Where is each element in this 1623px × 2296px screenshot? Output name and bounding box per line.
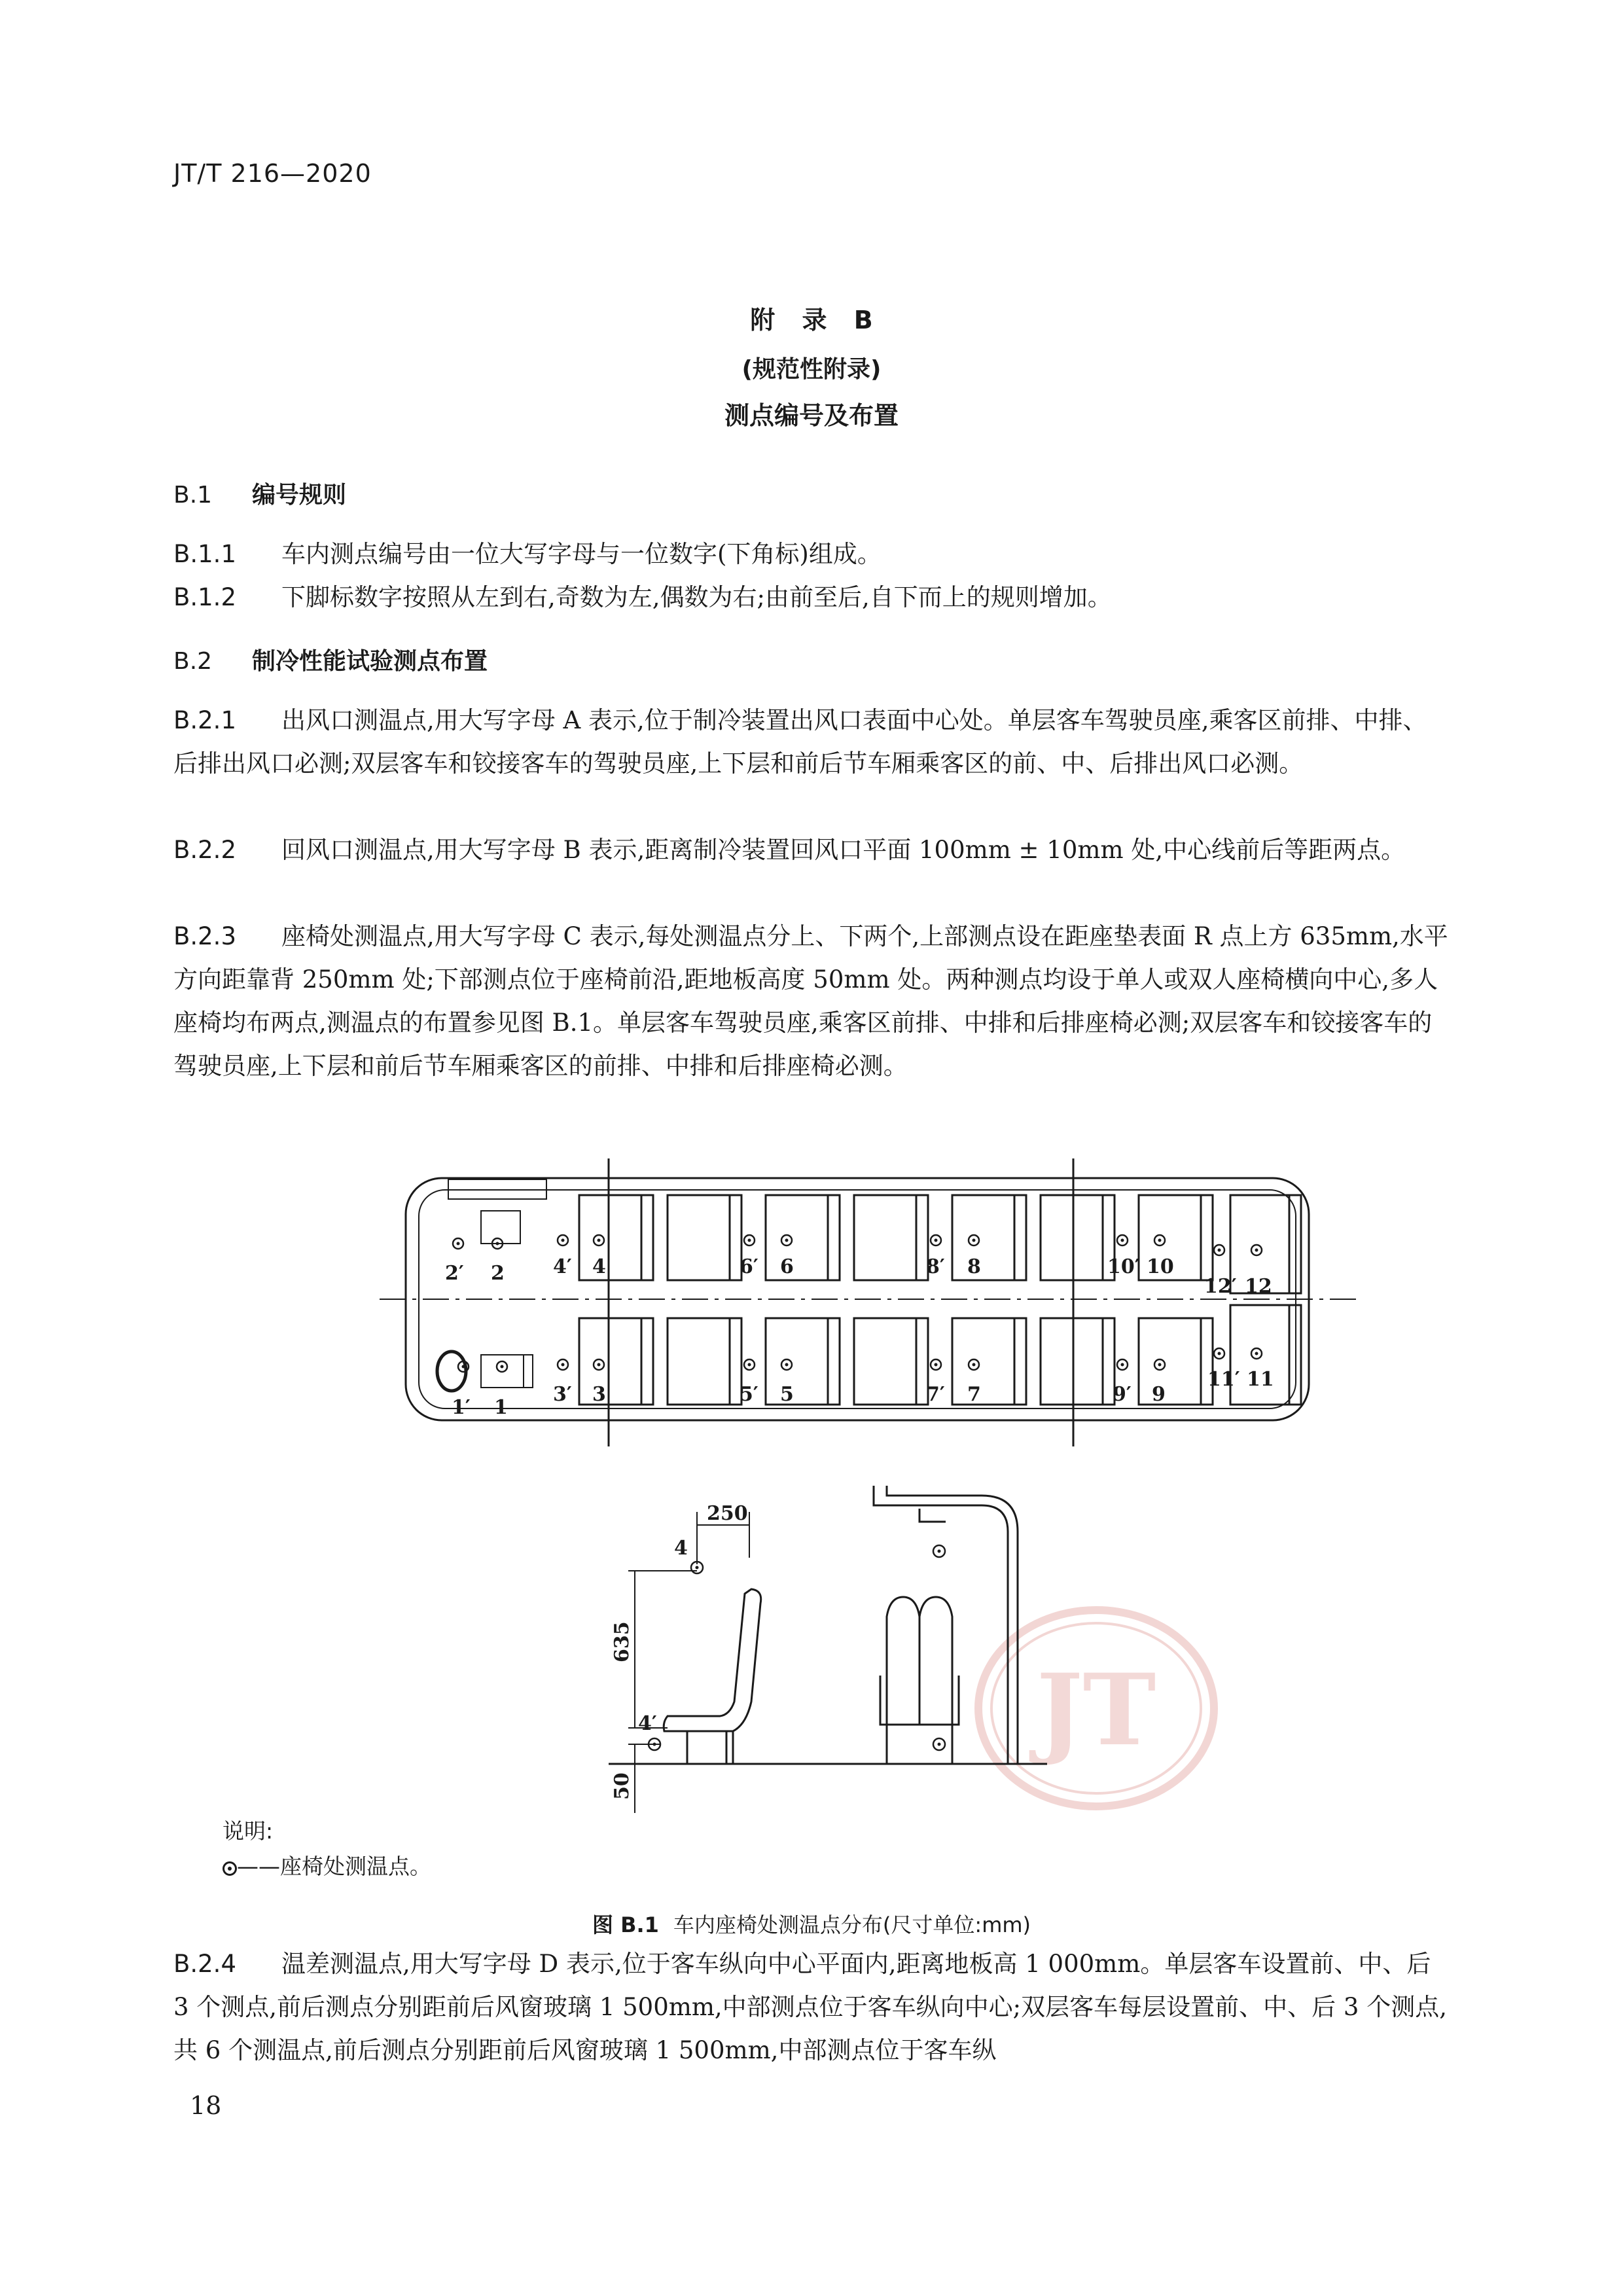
point-label: 2′ [445,1262,464,1285]
dimension-label: 635 [611,1621,633,1662]
point-label: 7′ [926,1383,945,1406]
point-label: 11 [1247,1368,1274,1391]
clause-text: 座椅处测温点,用大写字母 C 表示,每处测温点分上、下两个,上部测点设在距座垫表面 R 点上方 635mm,水平方向距靠背 250mm 处;下部测点位于座椅前沿,距地板高度 50mm 处。两种测点均设于单人或双人座椅横向中心,多人座椅均布两点,测温点的布置参见图 B.1。单层客车驾驶员座,乘客区前排、中排和后排座椅必测;双层客车和铰接客车的驾驶员座,上下层和前后节车厢乘客区的前排、中排和后排座椅必测。 [173,922,1448,1080]
point-label: 4 [674,1537,688,1560]
point-label: 9 [1152,1383,1166,1406]
point-label: 10′ [1107,1255,1140,1278]
clause-number: B.2.3 [173,922,236,950]
dimension-label: 50 [611,1772,633,1800]
section-b1 [173,476,346,510]
point-label: 6′ [740,1255,758,1278]
point-label: 2 [491,1262,505,1285]
point-label: 7 [967,1383,981,1406]
figure-note-title: 说明: [223,1818,274,1844]
clause-text: 下脚标数字按照从左到右,奇数为左,偶数为右;由前至后,自下而上的规则增加。 [281,583,1112,611]
section-title: 制冷性能试验测点布置 [252,648,488,675]
standard-code: JT/T 216—2020 [173,159,372,188]
note-text: ——座椅处测温点。 [237,1854,431,1879]
point-label: 8 [967,1255,981,1278]
measurement-points-top [453,1235,1262,1255]
point-label: 12′ [1204,1275,1237,1298]
paragraph-b11 [173,533,1450,576]
watermark-text: JT [1036,1653,1156,1768]
point-label: 12 [1245,1275,1272,1298]
point-label: 3′ [553,1383,572,1406]
paragraph-b21 [173,699,1450,785]
point-label: 4′ [553,1255,572,1278]
clause-number: B.2.4 [173,1950,236,1978]
paragraph-b23 [173,915,1450,1088]
clause-text: 回风口测温点,用大写字母 B 表示,距离制冷装置回风口平面 100mm ± 10mm 处,中心线前后等距两点。 [281,836,1406,864]
clause-number: B.2.1 [173,706,236,734]
clause-text: 车内测点编号由一位大写字母与一位数字(下角标)组成。 [281,540,882,568]
clause-number: B.1.2 [173,583,236,611]
dimension-label: 250 [707,1502,748,1525]
clause-number: B.2.2 [173,836,236,864]
appendix-title: 附 录 B [750,306,873,334]
section-title: 编号规则 [252,482,347,509]
figure-note-item [223,1850,431,1880]
clause-number: B.1.1 [173,540,236,568]
bus-seat-layout-diagram [366,1145,1374,1460]
point-label: 8′ [926,1255,945,1278]
paragraph-b12 [173,576,1450,619]
point-label: 1 [494,1396,508,1419]
clause-text: 温差测温点,用大写字母 D 表示,位于客车纵向中心平面内,距离地板高 1 000mm。单层客车设置前、中、后 3 个测点,前后测点分别距前后风窗玻璃 1 500mm,中部测点位于客车纵向中心;双层客车每层设置前、中、后 3 个测点,共 6 个测温点,前后测点分别距前后风窗玻璃 1 500mm,中部测点位于客车纵 [173,1950,1447,2064]
appendix-subtitle: (规范性附录) [741,356,882,383]
air-outlet [919,1509,946,1522]
seat-front-left [887,1597,919,1725]
seat-side-profile [664,1589,761,1731]
seat-side-view-diagram [589,1486,1086,1813]
ceiling-rack [874,1486,1008,1764]
point-label: 10 [1147,1255,1174,1278]
paragraph-b22 [173,829,1450,872]
section-b2 [173,643,488,676]
point-label: 3 [592,1383,606,1406]
section-number: B.2 [173,648,213,675]
point-label: 4 [592,1255,606,1278]
point-label: 11′ [1207,1368,1240,1391]
point-label: 5 [780,1383,794,1406]
seat-back [524,1355,533,1388]
figure-title: 车内座椅处测温点分布(尺寸单位:mm) [673,1912,1031,1937]
paragraph-b24 [173,1943,1450,2072]
point-symbol-icon [223,1861,237,1876]
clause-text: 出风口测温点,用大写字母 A 表示,位于制冷装置出风口表面中心处。单层客车驾驶员座,乘客区前排、中排、后排出风口必测;双层客车和铰接客车的驾驶员座,上下层和前后节车厢乘客区的前、中、后排出风口必测。 [173,706,1427,778]
seat-front-right [919,1597,952,1725]
point-label: 5′ [740,1383,758,1406]
point-label: 4′ [638,1712,657,1735]
point-label: 1′ [452,1396,471,1419]
appendix-heading: 测点编号及布置 [724,401,899,430]
figure-caption [0,1909,1623,1939]
figure-number: 图 B.1 [592,1912,659,1937]
page-number: 18 [190,2091,222,2120]
point-label: 6 [780,1255,794,1278]
section-number: B.1 [173,482,213,509]
point-label: 9′ [1113,1383,1132,1406]
